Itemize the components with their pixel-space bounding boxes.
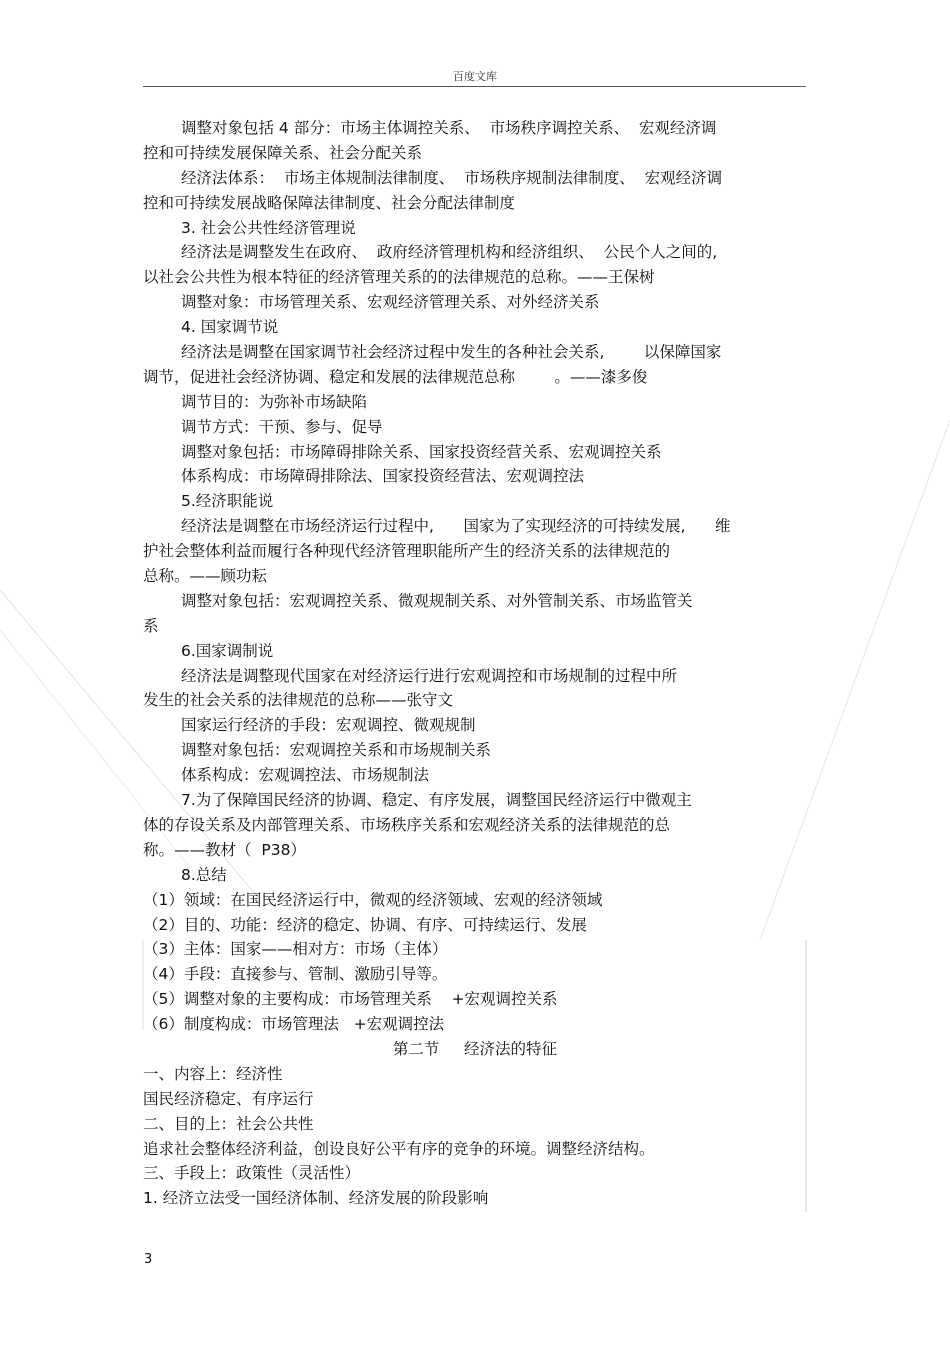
text-line: 调节目的：为弥补市场缺陷 — [181, 392, 368, 411]
text-line: （1）领域：在国民经济运行中，微观的经济领域、宏观的经济领域 — [143, 890, 603, 909]
text-line: 1. 经济立法受一国经济体制、经济发展的阶段影响 — [143, 1189, 489, 1208]
text-line: 调整对象包括：宏观调控关系、微观规制关系、对外管制关系、市场监管关 — [181, 591, 693, 610]
text-line: 体系构成：市场障碍排除法、国家投资经营法、宏观调控法 — [181, 467, 585, 486]
text-line: 6.国家调制说 — [181, 641, 274, 660]
text-line: 控和可持续发展保障关系、社会分配关系 — [143, 143, 423, 162]
text-line: 调整对象包括：宏观调控关系和市场规制关系 — [181, 741, 492, 760]
text-line: 控和可持续发展战略保障法律制度、社会分配法律制度 — [143, 193, 516, 212]
section-heading: 第二节 经济法的特征 — [392, 1039, 558, 1058]
text-line: 调节，促进社会经济协调、稳定和发展的法律规范总称 。——漆多俊 — [143, 367, 648, 386]
text-line: 二、目的上：社会公共性 — [143, 1114, 314, 1133]
text-line: 5.经济职能说 — [181, 492, 274, 511]
text-line: 经济法是调整在市场经济运行过程中, 国家为了实现经济的可持续发展, 维 — [181, 517, 731, 536]
text-line: 3. 社会公共性经济管理说 — [181, 218, 356, 237]
text-line: 发生的社会关系的法律规范的总称——张守文 — [143, 691, 454, 710]
text-line: 调节方式：干预、参与、促导 — [181, 417, 383, 436]
text-line: （5）调整对象的主要构成：市场管理关系 +宏观调控关系 — [143, 990, 558, 1009]
text-line: 国民经济稳定、有序运行 — [143, 1089, 314, 1108]
text-line: （2）目的、功能：经济的稳定、协调、有序、可持续运行、发展 — [143, 915, 587, 934]
text-line: 国家运行经济的手段：宏观调控、微观规制 — [181, 716, 476, 735]
text-line: 8.总结 — [181, 865, 227, 884]
page-number: 3 — [144, 1252, 153, 1267]
document-body — [143, 116, 807, 1211]
text-line: 追求社会整体经济利益，创设良好公平有序的竞争的环境。调整经济结构。 — [143, 1139, 655, 1158]
text-line: 护社会整体利益而履行各种现代经济管理职能所产生的经济关系的法律规范的 — [143, 542, 671, 561]
text-line: 经济法是调整现代国家在对经济运行进行宏观调控和市场规制的过程中所 — [181, 666, 678, 685]
text-line: 三、手段上：政策性（灵活性） — [143, 1164, 361, 1183]
text-line: 以社会公共性为根本特征的经济管理关系的的法律规范的总称。——王保树 — [143, 268, 655, 287]
text-line: （3）主体：国家——相对方：市场（主体） — [143, 940, 448, 959]
text-line: 体系构成：宏观调控法、市场规制法 — [181, 766, 430, 785]
text-line: 4. 国家调节说 — [181, 318, 279, 337]
header-divider — [143, 86, 806, 87]
text-line: 称。——教材（ P38） — [143, 840, 306, 859]
text-line: （4）手段：直接参与、管制、激励引导等。 — [143, 965, 448, 984]
text-line: 系 — [143, 616, 159, 635]
text-line: 体的存设关系及内部管理关系、市场秩序关系和宏观经济关系的法律规范的总 — [143, 815, 671, 834]
text-line: 经济法体系： 市场主体规制法律制度、 市场秩序规制法律制度、 宏观经济调 — [181, 168, 723, 187]
text-line: 经济法是调整在国家调节社会经济过程中发生的各种社会关系, 以保障国家 — [181, 343, 722, 362]
text-line: 总称。——顾功耘 — [143, 567, 268, 586]
page-header-title: 百度文库 — [453, 70, 497, 83]
text-line: 7.为了保障国民经济的协调、稳定、有序发展，调整国民经济运行中微观主 — [181, 791, 692, 810]
text-line: 经济法是调整发生在政府、 政府经济管理机构和经济组织、 公民个人之间的, — [181, 243, 718, 262]
text-line: 调整对象包括：市场障碍排除关系、国家投资经营关系、宏观调控关系 — [181, 442, 662, 461]
text-line: 调整对象包括 4 部分：市场主体调控关系、 市场秩序调控关系、 宏观经济调 — [181, 119, 717, 137]
text-line: （6）制度构成：市场管理法 +宏观调控法 — [143, 1015, 445, 1034]
text-line: 一、内容上：经济性 — [143, 1064, 283, 1083]
text-line: 调整对象：市场管理关系、宏观经济管理关系、对外经济关系 — [181, 293, 600, 312]
